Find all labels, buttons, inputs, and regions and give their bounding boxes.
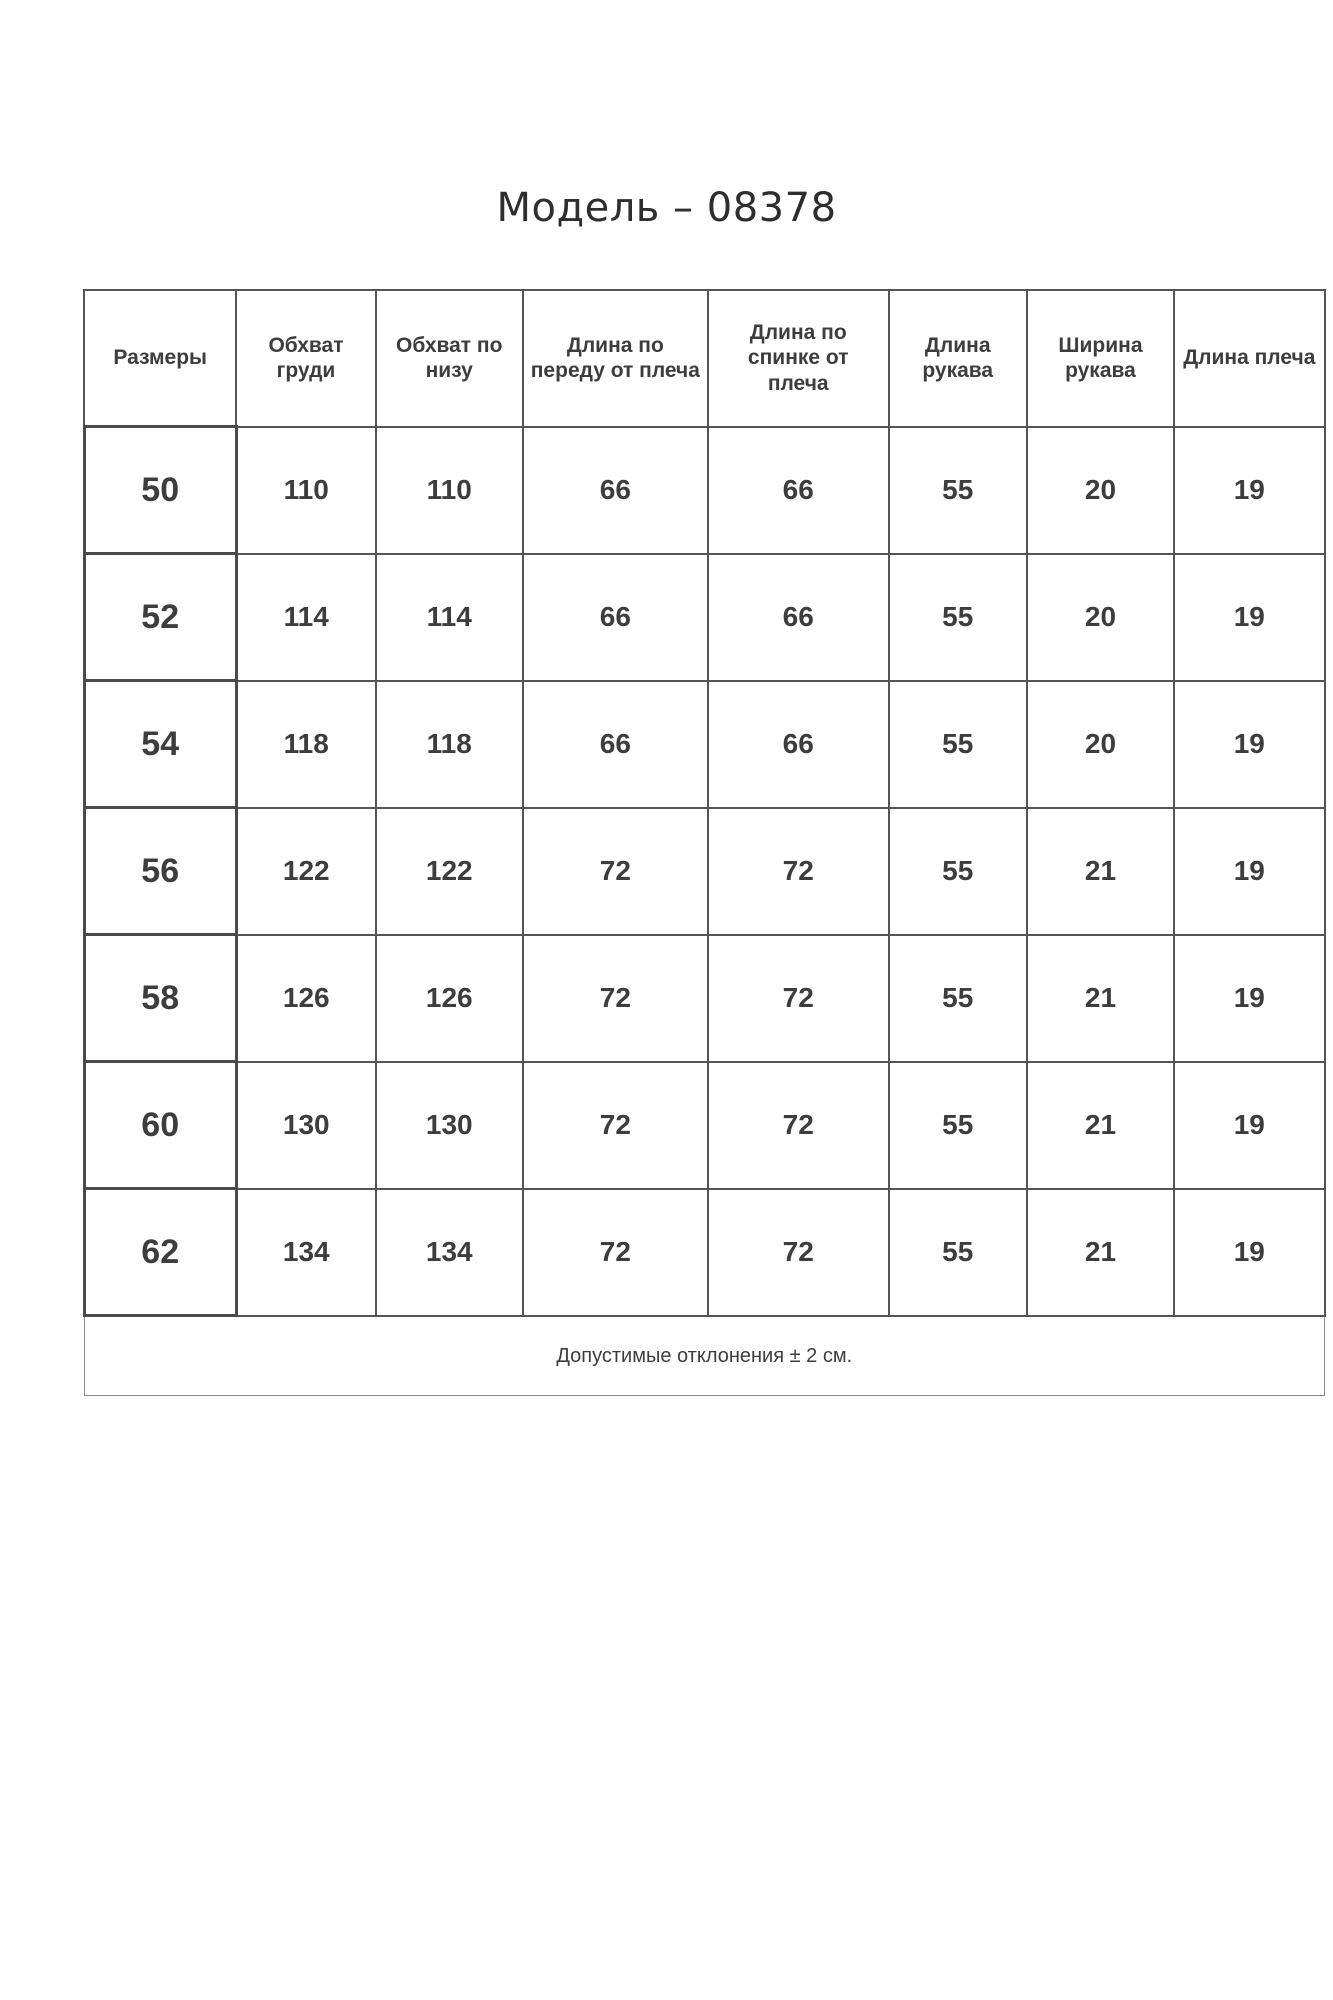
cell-back-length: 66: [708, 554, 889, 681]
cell-sleeve-length: 55: [889, 1189, 1027, 1316]
column-header-sleeve-length: Длина рукава: [889, 290, 1027, 427]
cell-shoulder-length: 19: [1174, 681, 1324, 808]
cell-sleeve-length: 55: [889, 935, 1027, 1062]
cell-bottom: 122: [376, 808, 523, 935]
cell-shoulder-length: 19: [1174, 1062, 1324, 1189]
table-body: [84, 427, 1325, 1396]
cell-sleeve-width: 20: [1027, 427, 1174, 554]
column-header-sizes: Размеры: [84, 290, 236, 427]
cell-size: 58: [84, 935, 236, 1062]
tolerance-note: Допустимые отклонения ± 2 см.: [84, 1316, 1325, 1396]
table-row: [84, 1189, 1325, 1316]
cell-size: 52: [84, 554, 236, 681]
column-header-sleeve-width: Ширина рукава: [1027, 290, 1174, 427]
cell-sleeve-width: 21: [1027, 1062, 1174, 1189]
cell-shoulder-length: 19: [1174, 808, 1324, 935]
table-row: [84, 427, 1325, 554]
column-header-chest: Обхват груди: [236, 290, 375, 427]
table-header: [84, 290, 1325, 427]
cell-front-length: 72: [523, 935, 708, 1062]
cell-front-length: 66: [523, 554, 708, 681]
cell-sleeve-length: 55: [889, 554, 1027, 681]
cell-chest: 130: [236, 1062, 375, 1189]
cell-bottom: 126: [376, 935, 523, 1062]
cell-back-length: 66: [708, 427, 889, 554]
table-header-row: [84, 290, 1325, 427]
cell-shoulder-length: 19: [1174, 1189, 1324, 1316]
cell-chest: 114: [236, 554, 375, 681]
cell-sleeve-width: 20: [1027, 681, 1174, 808]
cell-front-length: 72: [523, 808, 708, 935]
cell-back-length: 72: [708, 935, 889, 1062]
cell-sleeve-length: 55: [889, 1062, 1027, 1189]
cell-sleeve-width: 20: [1027, 554, 1174, 681]
cell-bottom: 110: [376, 427, 523, 554]
cell-chest: 110: [236, 427, 375, 554]
cell-size: 50: [84, 427, 236, 554]
cell-back-length: 72: [708, 1062, 889, 1189]
column-header-front-length: Длина по переду от плеча: [523, 290, 708, 427]
column-header-back-length: Длина по спинке от плеча: [708, 290, 889, 427]
cell-sleeve-width: 21: [1027, 1189, 1174, 1316]
cell-chest: 122: [236, 808, 375, 935]
cell-size: 62: [84, 1189, 236, 1316]
cell-bottom: 118: [376, 681, 523, 808]
table-row: [84, 808, 1325, 935]
cell-sleeve-length: 55: [889, 427, 1027, 554]
table-row: [84, 1062, 1325, 1189]
cell-chest: 126: [236, 935, 375, 1062]
cell-shoulder-length: 19: [1174, 554, 1324, 681]
cell-shoulder-length: 19: [1174, 427, 1324, 554]
cell-front-length: 72: [523, 1062, 708, 1189]
cell-bottom: 114: [376, 554, 523, 681]
cell-size: 56: [84, 808, 236, 935]
cell-sleeve-length: 55: [889, 808, 1027, 935]
table-footer-row: [84, 1316, 1325, 1396]
table-row: [84, 554, 1325, 681]
cell-front-length: 66: [523, 427, 708, 554]
cell-back-length: 72: [708, 1189, 889, 1316]
cell-size: 54: [84, 681, 236, 808]
page-title: Модель – 08378: [496, 185, 837, 231]
cell-bottom: 134: [376, 1189, 523, 1316]
cell-sleeve-width: 21: [1027, 935, 1174, 1062]
cell-shoulder-length: 19: [1174, 935, 1324, 1062]
cell-sleeve-length: 55: [889, 681, 1027, 808]
column-header-bottom: Обхват по низу: [376, 290, 523, 427]
cell-chest: 134: [236, 1189, 375, 1316]
cell-sleeve-width: 21: [1027, 808, 1174, 935]
size-table-container: [42, 231, 1316, 1396]
table-row: [84, 935, 1325, 1062]
column-header-shoulder-length: Длина плеча: [1174, 290, 1324, 427]
cell-size: 60: [84, 1062, 236, 1189]
size-table: [83, 289, 1326, 1396]
cell-bottom: 130: [376, 1062, 523, 1189]
cell-back-length: 66: [708, 681, 889, 808]
cell-front-length: 72: [523, 1189, 708, 1316]
table-row: [84, 681, 1325, 808]
cell-chest: 118: [236, 681, 375, 808]
cell-back-length: 72: [708, 808, 889, 935]
cell-front-length: 66: [523, 681, 708, 808]
